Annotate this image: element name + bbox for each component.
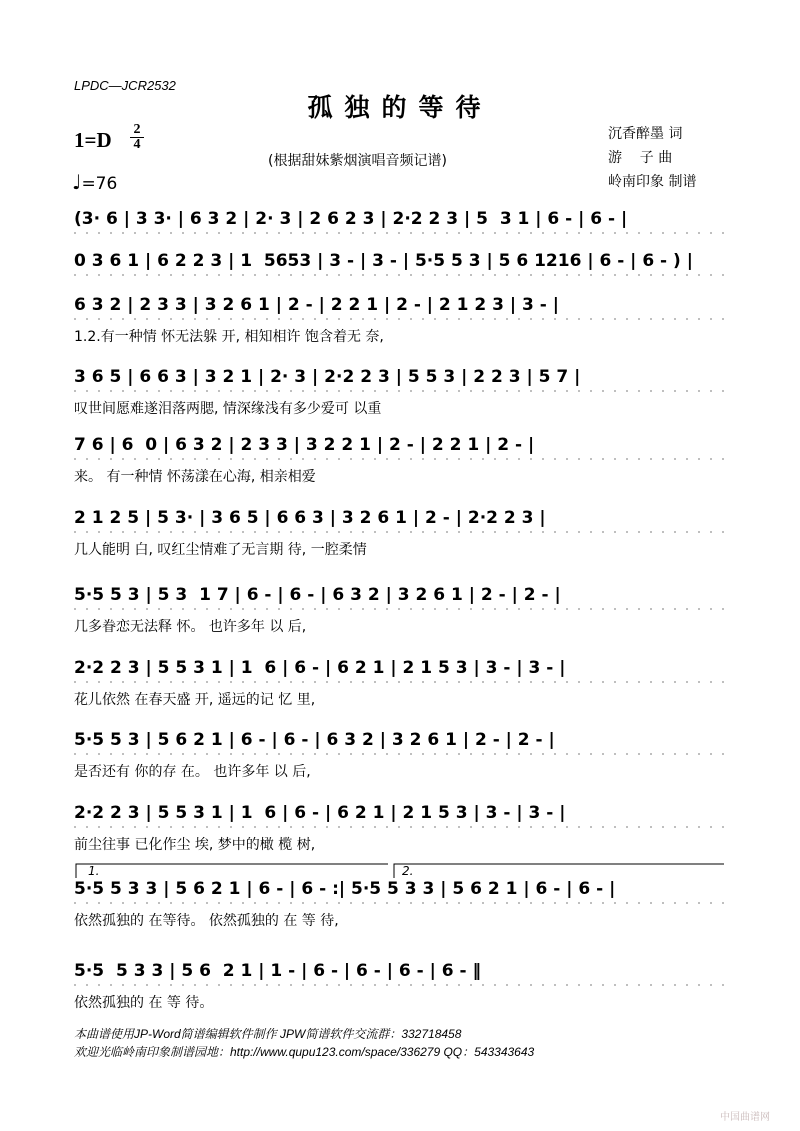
notation-line: (3· 6 | 3 3· | 6 3 2 | 2· 3 | 2 6 2 3 | 2·2 2 3 | 5 3 1 | 6 - | 6 - | <box>74 209 628 229</box>
music-row <box>0 206 800 232</box>
composer: 游 子 曲 <box>608 150 673 166</box>
subtitle: (根据甜妹紫烟演唱音频记谱) <box>268 153 447 169</box>
beam-lines <box>0 364 800 394</box>
lyric-line: 花儿依然 在春天盛 开, 遥远的记 忆 里, <box>74 692 316 708</box>
arranger: 岭南印象 制谱 <box>608 174 697 190</box>
music-row <box>0 727 800 753</box>
lyric-line: 是否还有 你的存 在。 也许多年 以 后, <box>74 764 311 780</box>
notation-line: 2·2 2 3 | 5 5 3 1 | 1 6 | 6 - | 6 2 1 | 2 1 5 3 | 3 - | 3 - | <box>74 803 566 823</box>
key-signature: 1=D <box>74 128 112 152</box>
notation-line: 3 6 5 | 6 6 3 | 3 2 1 | 2· 3 | 2·2 2 3 | 5 5 3 | 2 2 3 | 5 7 | <box>74 367 581 387</box>
notation-line: 2 1 2 5 | 5 3· | 3 6 5 | 6 6 3 | 3 2 6 1 | 2 - | 2·2 2 3 | <box>74 508 546 528</box>
volta-second-label: 2. <box>402 864 414 878</box>
notation-line: 5·5 5 3 | 5 6 2 1 | 6 - | 6 - | 6 3 2 | 3 2 6 1 | 2 - | 2 - | <box>74 730 555 750</box>
music-row <box>0 582 800 608</box>
notation-line: 0 3 6 1 | 6 2 2 3 | 1 5653 | 3 - | 3 - | 5·5 5 3 | 5 6 1216 | 6 - | 6 - ) | <box>74 251 693 271</box>
beam-lines <box>0 248 800 278</box>
music-row <box>0 292 800 318</box>
watermark: 中国曲谱网 <box>720 1112 770 1123</box>
beam-lines <box>0 432 800 462</box>
notation-line: 5·5 5 3 | 5 3 1 7 | 6 - | 6 - | 6 3 2 | 3 2 6 1 | 2 - | 2 - | <box>74 585 561 605</box>
music-row <box>0 655 800 681</box>
volta-first-label: 1. <box>88 864 100 878</box>
tempo-mark <box>72 170 117 194</box>
quarter-note-icon: ♩ <box>72 170 82 194</box>
lyric-line: 来。 有一种情 怀荡漾在心海, 相亲相爱 <box>74 469 316 485</box>
music-row <box>0 248 800 274</box>
music-row <box>0 364 800 390</box>
beam-lines <box>0 727 800 757</box>
song-title: 孤独的等待 <box>307 93 493 122</box>
lyric-line: 几人能明 白, 叹红尘情难了无言期 待, 一腔柔情 <box>74 542 367 558</box>
beam-lines <box>0 505 800 535</box>
beam-lines <box>0 582 800 612</box>
notation-line: 6 3 2 | 2 3 3 | 3 2 6 1 | 2 - | 2 2 1 | 2 - | 2 1 2 3 | 3 - | <box>74 295 559 315</box>
lyricist: 沉香醉墨 词 <box>608 126 683 142</box>
beam-lines <box>0 206 800 236</box>
time-signature <box>130 124 144 151</box>
notation-line: 5·5 5 3 3 | 5 6 2 1 | 6 - | 6 - :| 5·5 5 3 3 | 5 6 2 1 | 6 - | 6 - | <box>74 879 616 899</box>
notation-line: 5·5 5 3 3 | 5 6 2 1 | 1 - | 6 - | 6 - | 6 - | 6 - ‖ <box>74 961 481 981</box>
lyric-line: 叹世间愿难遂泪落两腮, 情深缘浅有多少爱可 以重 <box>74 401 382 417</box>
score-code: LPDC—JCR2532 <box>74 78 176 93</box>
music-row <box>0 432 800 458</box>
meter-top: 2 <box>133 122 141 137</box>
beam-lines <box>0 800 800 830</box>
credits <box>608 122 696 194</box>
footer-line-1: 本曲谱使用JP-Word简谱编辑软件制作 JPW简谱软件交流群：332718458 <box>74 1027 462 1041</box>
notation-line: 2·2 2 3 | 5 5 3 1 | 1 6 | 6 - | 6 2 1 | 2 1 5 3 | 3 - | 3 - | <box>74 658 566 678</box>
music-row <box>0 958 800 984</box>
footer-line-2: 欢迎光临岭南印象制谱园地：http://www.qupu123.com/space/336279 QQ：543343643 <box>74 1045 535 1059</box>
notation-line: 7 6 | 6 0 | 6 3 2 | 2 3 3 | 3 2 2 1 | 2 - | 2 2 1 | 2 - | <box>74 435 535 455</box>
meter-bottom: 4 <box>133 137 141 152</box>
tempo-value: =76 <box>81 174 118 194</box>
lyric-line: 几多眷恋无法释 怀。 也许多年 以 后, <box>74 619 307 635</box>
lyric-line: 依然孤独的 在等待。 依然孤独的 在 等 待, <box>74 913 339 929</box>
music-row <box>0 800 800 826</box>
music-row <box>0 505 800 531</box>
beam-lines <box>0 655 800 685</box>
beam-lines <box>0 958 800 988</box>
lyric-line: 前尘往事 已化作尘 埃, 梦中的橄 榄 树, <box>74 837 316 853</box>
lyric-line: 依然孤独的 在 等 待。 <box>74 995 214 1011</box>
lyric-line: 1.2.有一种情 怀无法躲 开, 相知相许 饱含着无 奈, <box>74 329 384 345</box>
volta-brackets <box>0 860 800 890</box>
beam-lines <box>0 292 800 322</box>
